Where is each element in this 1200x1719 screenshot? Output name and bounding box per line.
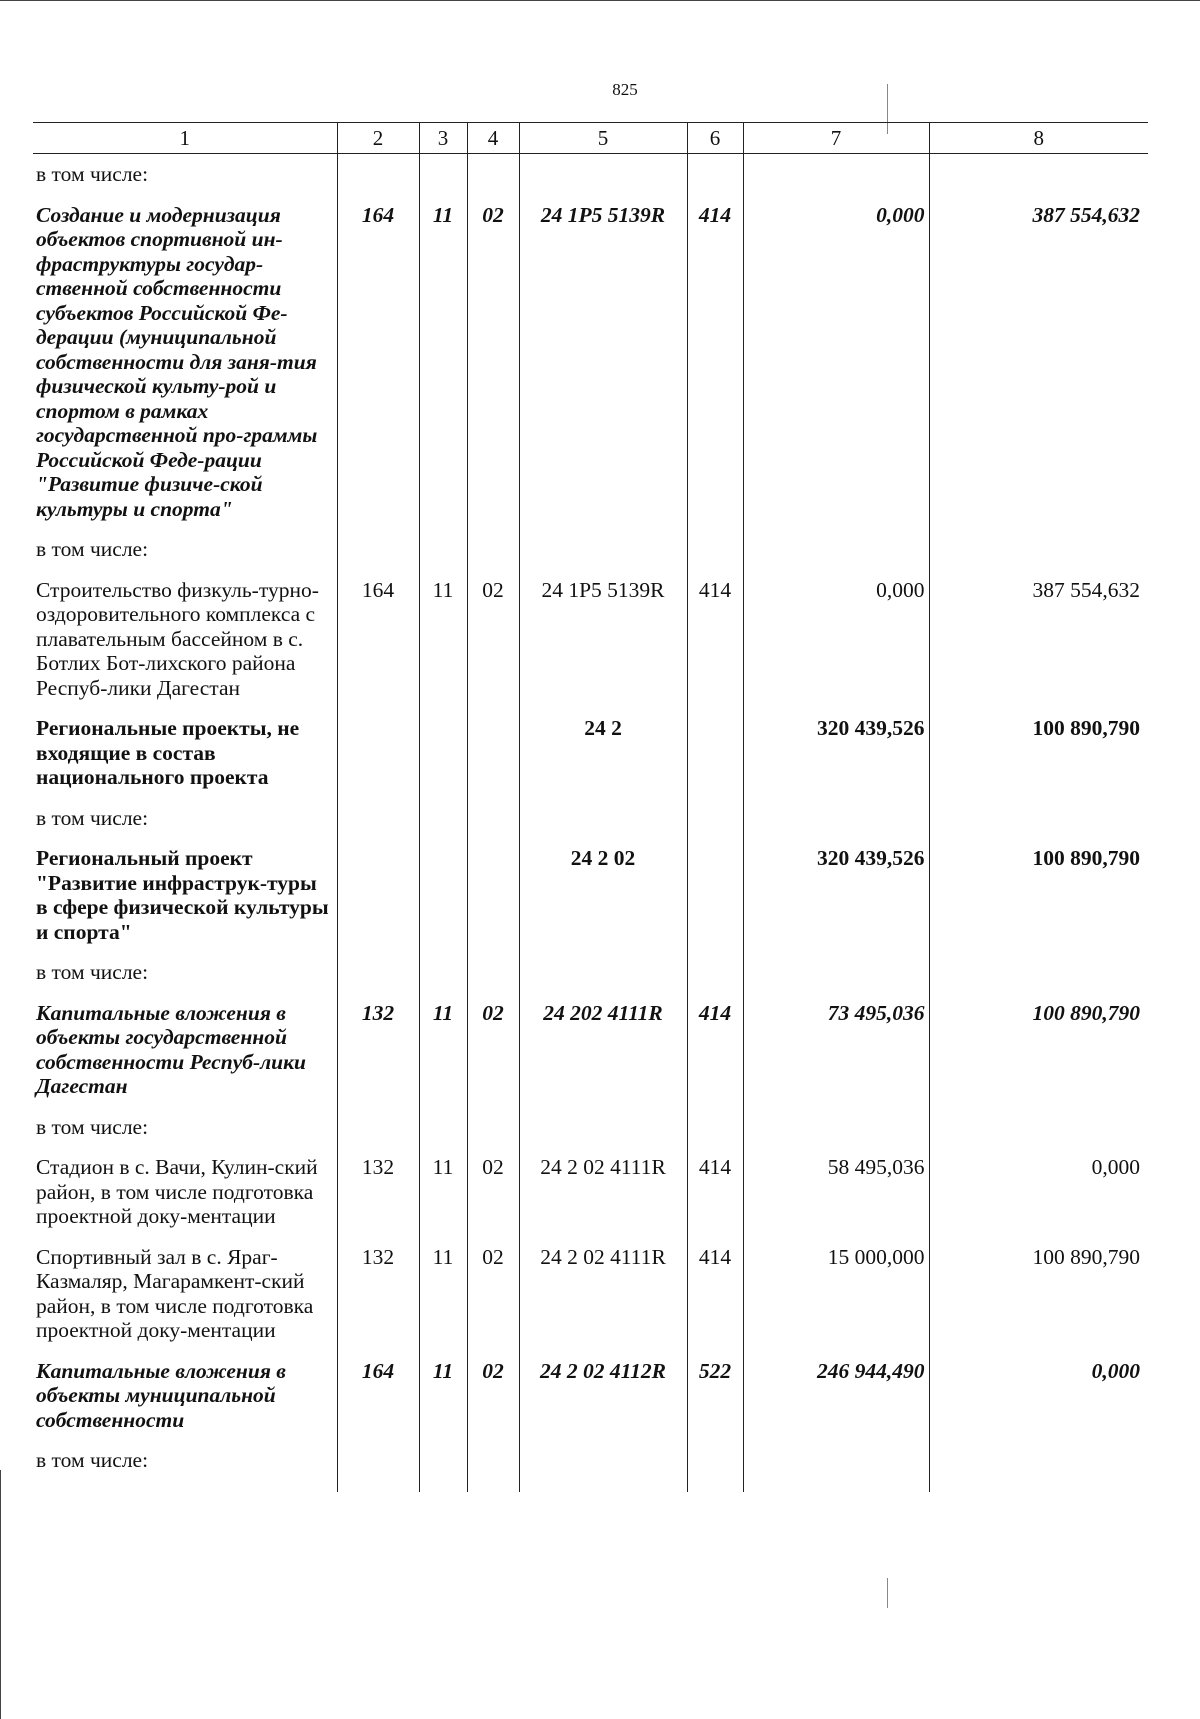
cell-admin-code: 164 bbox=[337, 570, 419, 709]
cell-target-article: 24 202 4111R bbox=[519, 993, 687, 1107]
table-row bbox=[33, 195, 1148, 530]
cell-target-article bbox=[519, 798, 687, 839]
cell-target-article bbox=[519, 952, 687, 993]
cell-section bbox=[419, 708, 467, 798]
cell-subsection bbox=[467, 1107, 519, 1148]
cell-amount-col7: 320 439,526 bbox=[743, 838, 929, 952]
cell-admin-code bbox=[337, 529, 419, 570]
col-header-8: 8 bbox=[929, 123, 1148, 154]
cell-admin-code bbox=[337, 838, 419, 952]
cell-expense-type bbox=[687, 1107, 743, 1148]
cell-section bbox=[419, 952, 467, 993]
cell-target-article: 24 2 bbox=[519, 708, 687, 798]
cell-target-article: 24 2 02 4111R bbox=[519, 1147, 687, 1237]
cell-amount-col8: 0,000 bbox=[929, 1147, 1148, 1237]
table-row bbox=[33, 529, 1148, 570]
cell-amount-col7: 58 495,036 bbox=[743, 1147, 929, 1237]
cell-section bbox=[419, 1107, 467, 1148]
scan-dots-col7-bottom bbox=[887, 1578, 888, 1608]
cell-subsection bbox=[467, 838, 519, 952]
cell-amount-col8: 100 890,790 bbox=[929, 838, 1148, 952]
cell-amount-col8: 387 554,632 bbox=[929, 570, 1148, 709]
cell-subsection bbox=[467, 708, 519, 798]
cell-expense-type: 414 bbox=[687, 570, 743, 709]
col-header-4: 4 bbox=[467, 123, 519, 154]
cell-name: в том числе: bbox=[36, 537, 149, 561]
cell-expense-type bbox=[687, 708, 743, 798]
cell-section: 11 bbox=[419, 1147, 467, 1237]
cell-amount-col7 bbox=[743, 952, 929, 993]
table-row bbox=[33, 1237, 1148, 1351]
cell-section bbox=[419, 1440, 467, 1492]
cell-amount-col7: 73 495,036 bbox=[743, 993, 929, 1107]
cell-subsection bbox=[467, 529, 519, 570]
table-row bbox=[33, 708, 1148, 798]
cell-amount-col7 bbox=[743, 1440, 929, 1492]
col-header-6: 6 bbox=[687, 123, 743, 154]
cell-admin-code: 132 bbox=[337, 1237, 419, 1351]
cell-amount-col8: 0,000 bbox=[929, 1351, 1148, 1441]
col-header-2: 2 bbox=[337, 123, 419, 154]
cell-subsection: 02 bbox=[467, 1237, 519, 1351]
cell-amount-col8: 387 554,632 bbox=[929, 195, 1148, 530]
cell-amount-col7: 0,000 bbox=[743, 195, 929, 530]
cell-name: Региональный проект "Развитие инфраструк-туры в сфере физической культуры и спорта" bbox=[36, 846, 329, 944]
cell-admin-code: 132 bbox=[337, 993, 419, 1107]
cell-admin-code bbox=[337, 708, 419, 798]
table-row bbox=[33, 993, 1148, 1107]
cell-name: Создание и модернизация объектов спортивной ин-фраструктуры государ-ственной собственности субъектов Российской Фе-дерации (муниципальной собственности для заня-тия физической культу-рой и спортом в рамках государственной про-граммы Российской Феде-рации "Развитие физиче-ской культуры и спорта" bbox=[36, 202, 318, 521]
cell-section bbox=[419, 154, 467, 195]
cell-name: в том числе: bbox=[36, 805, 149, 830]
cell-admin-code: 132 bbox=[337, 1147, 419, 1237]
cell-expense-type: 414 bbox=[687, 1147, 743, 1237]
cell-amount-col8: 100 890,790 bbox=[929, 708, 1148, 798]
cell-expense-type: 414 bbox=[687, 1237, 743, 1351]
scan-line-top bbox=[0, 0, 1200, 1]
table-row bbox=[33, 1107, 1148, 1148]
cell-expense-type bbox=[687, 154, 743, 195]
col-header-3: 3 bbox=[419, 123, 467, 154]
cell-admin-code: 164 bbox=[337, 195, 419, 530]
cell-section bbox=[419, 529, 467, 570]
cell-expense-type: 414 bbox=[687, 195, 743, 530]
cell-subsection: 02 bbox=[467, 1351, 519, 1441]
cell-amount-col8 bbox=[929, 952, 1148, 993]
cell-expense-type: 414 bbox=[687, 993, 743, 1107]
cell-target-article bbox=[519, 1440, 687, 1492]
cell-section: 11 bbox=[419, 570, 467, 709]
cell-name: в том числе: bbox=[36, 162, 149, 186]
cell-expense-type bbox=[687, 838, 743, 952]
cell-amount-col8 bbox=[929, 1107, 1148, 1148]
page-number: 825 bbox=[612, 80, 638, 99]
cell-section bbox=[419, 838, 467, 952]
cell-amount-col8: 100 890,790 bbox=[929, 1237, 1148, 1351]
table-row bbox=[33, 798, 1148, 839]
header-row bbox=[33, 123, 1148, 154]
cell-expense-type bbox=[687, 529, 743, 570]
cell-amount-col8 bbox=[929, 798, 1148, 839]
cell-admin-code bbox=[337, 952, 419, 993]
table-row bbox=[33, 1440, 1148, 1492]
cell-section: 11 bbox=[419, 993, 467, 1107]
cell-amount-col7 bbox=[743, 798, 929, 839]
cell-expense-type bbox=[687, 798, 743, 839]
table-row bbox=[33, 154, 1148, 195]
cell-admin-code bbox=[337, 154, 419, 195]
cell-section: 11 bbox=[419, 1351, 467, 1441]
cell-section: 11 bbox=[419, 1237, 467, 1351]
col-header-7: 7 bbox=[743, 123, 929, 154]
table-body bbox=[33, 154, 1148, 1493]
cell-name: в том числе: bbox=[36, 1114, 149, 1139]
cell-target-article: 24 2 02 4112R bbox=[519, 1351, 687, 1441]
cell-subsection bbox=[467, 952, 519, 993]
table-row bbox=[33, 570, 1148, 709]
scan-line-left bbox=[0, 1470, 1, 1719]
cell-amount-col8 bbox=[929, 529, 1148, 570]
cell-target-article bbox=[519, 529, 687, 570]
cell-name: Капитальные вложения в объекты государственной собственности Респуб-лики Дагестан bbox=[36, 1000, 306, 1098]
cell-name: Региональные проекты, не входящие в состав национального проекта bbox=[36, 716, 300, 789]
cell-expense-type bbox=[687, 1440, 743, 1492]
cell-subsection: 02 bbox=[467, 993, 519, 1107]
cell-target-article: 24 2 02 bbox=[519, 838, 687, 952]
col-header-5: 5 bbox=[519, 123, 687, 154]
cell-amount-col7: 320 439,526 bbox=[743, 708, 929, 798]
table-row bbox=[33, 1147, 1148, 1237]
cell-subsection: 02 bbox=[467, 570, 519, 709]
cell-admin-code bbox=[337, 1107, 419, 1148]
cell-subsection bbox=[467, 154, 519, 195]
cell-name: Строительство физкуль-турно-оздоровительного комплекса с плавательным бассейном в с. Ботлих Бот-лихского района Респуб-лики Дагестан bbox=[36, 577, 319, 700]
cell-name: Капитальные вложения в объекты муниципальной собственности bbox=[36, 1358, 286, 1432]
cell-amount-col7 bbox=[743, 1107, 929, 1148]
cell-subsection bbox=[467, 798, 519, 839]
cell-name: Стадион в с. Вачи, Кулин-ский район, в том числе подготовка проектной доку-ментации bbox=[36, 1155, 318, 1228]
cell-target-article: 24 1P5 5139R bbox=[519, 195, 687, 530]
cell-subsection: 02 bbox=[467, 195, 519, 530]
cell-amount-col8 bbox=[929, 154, 1148, 195]
cell-amount-col7 bbox=[743, 154, 929, 195]
cell-expense-type bbox=[687, 952, 743, 993]
cell-section bbox=[419, 798, 467, 839]
cell-target-article bbox=[519, 1107, 687, 1148]
cell-name: в том числе: bbox=[36, 960, 149, 984]
col-header-1: 1 bbox=[33, 123, 337, 154]
cell-name: Спортивный зал в с. Яраг-Казмаляр, Магарамкент-ский район, в том числе подготовка проектной доку-ментации bbox=[36, 1244, 314, 1342]
budget-table bbox=[33, 122, 1148, 1492]
cell-subsection: 02 bbox=[467, 1147, 519, 1237]
cell-target-article: 24 2 02 4111R bbox=[519, 1237, 687, 1351]
cell-subsection bbox=[467, 1440, 519, 1492]
cell-target-article: 24 1P5 5139R bbox=[519, 570, 687, 709]
cell-name: в том числе: bbox=[36, 1448, 149, 1472]
table-row bbox=[33, 1351, 1148, 1441]
table-row bbox=[33, 838, 1148, 952]
cell-admin-code bbox=[337, 1440, 419, 1492]
cell-amount-col8 bbox=[929, 1440, 1148, 1492]
cell-amount-col7: 0,000 bbox=[743, 570, 929, 709]
cell-admin-code: 164 bbox=[337, 1351, 419, 1441]
cell-amount-col7: 246 944,490 bbox=[743, 1351, 929, 1441]
cell-amount-col7 bbox=[743, 529, 929, 570]
cell-expense-type: 522 bbox=[687, 1351, 743, 1441]
cell-amount-col7: 15 000,000 bbox=[743, 1237, 929, 1351]
cell-section: 11 bbox=[419, 195, 467, 530]
cell-amount-col8: 100 890,790 bbox=[929, 993, 1148, 1107]
cell-admin-code bbox=[337, 798, 419, 839]
cell-target-article bbox=[519, 154, 687, 195]
table-row bbox=[33, 952, 1148, 993]
